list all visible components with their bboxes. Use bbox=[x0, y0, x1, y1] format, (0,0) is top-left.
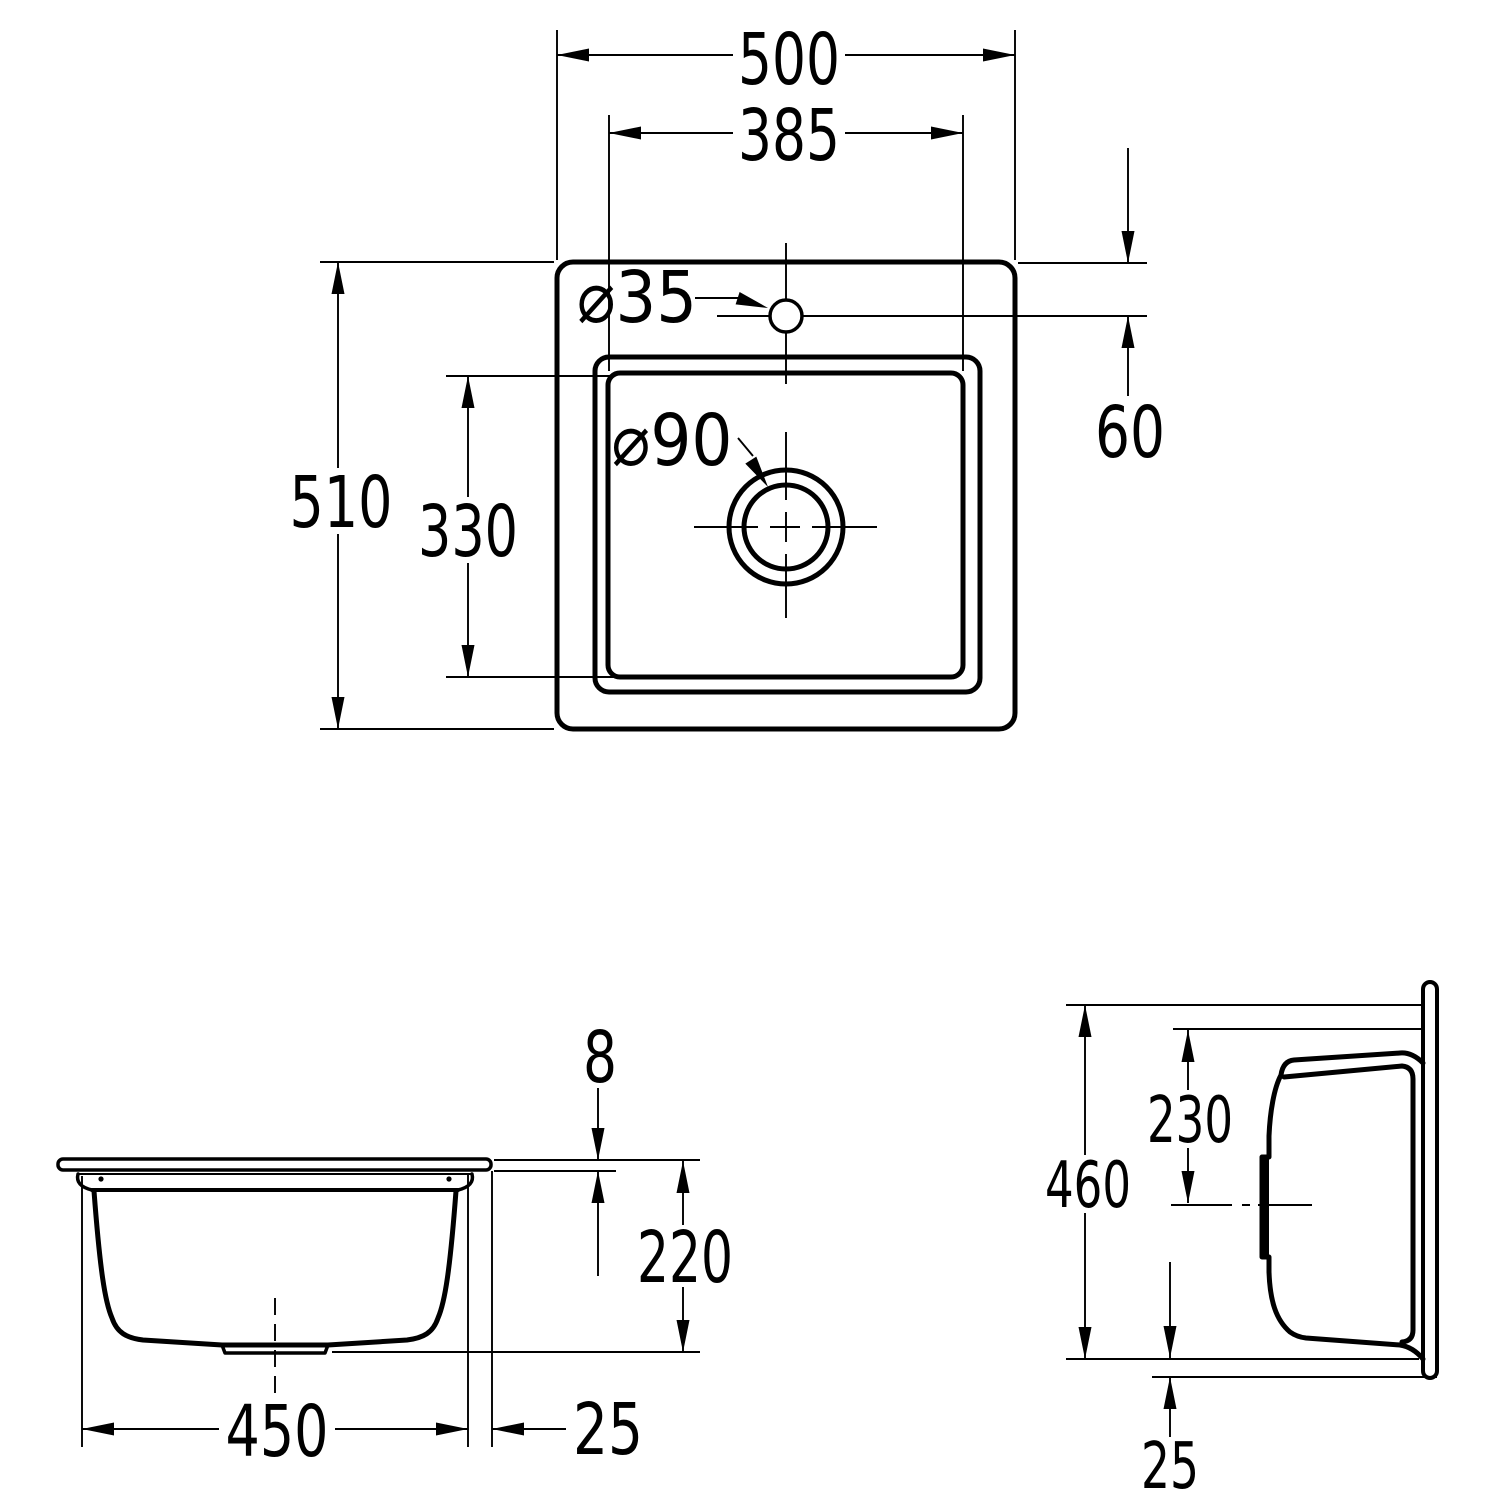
tap-hole bbox=[770, 300, 802, 332]
label-bowl-inner-width: 385 bbox=[738, 94, 840, 177]
arrow-25-side-top bbox=[1164, 1326, 1177, 1358]
label-bowl-depth: 220 bbox=[637, 1216, 733, 1299]
arrow-330-top bbox=[462, 376, 475, 408]
plan-dimension-lines bbox=[338, 55, 1128, 729]
arrow-60-top bbox=[1122, 231, 1135, 263]
leader-line-drain bbox=[738, 438, 753, 456]
arrow-460-top bbox=[1079, 1005, 1092, 1037]
front-view bbox=[58, 1016, 733, 1473]
label-rim-thickness: 8 bbox=[583, 1016, 617, 1099]
arrow-500-right bbox=[983, 49, 1015, 62]
fixing-clip-right bbox=[446, 1176, 451, 1181]
arrow-8-top bbox=[592, 1128, 605, 1160]
side-view bbox=[1045, 982, 1437, 1500]
fixing-clip-left bbox=[98, 1176, 103, 1181]
arrow-220-bottom bbox=[677, 1320, 690, 1352]
arrow-385-left bbox=[609, 127, 641, 140]
arrow-460-bottom bbox=[1079, 1327, 1092, 1359]
arrow-450-right bbox=[436, 1423, 468, 1436]
label-side-drain-offset: 230 bbox=[1147, 1084, 1233, 1158]
arrow-tap-hole-leader bbox=[736, 292, 768, 308]
arrow-450-left bbox=[82, 1423, 114, 1436]
label-rim-overhang: 25 bbox=[573, 1388, 643, 1471]
arrow-8-bottom bbox=[592, 1171, 605, 1203]
label-side-bottom-offset: 25 bbox=[1141, 1430, 1199, 1500]
arrow-25-front bbox=[492, 1423, 524, 1436]
bowl-profile-side bbox=[1262, 1053, 1423, 1359]
sink-outline-front bbox=[58, 1159, 491, 1397]
plan-extension-lines bbox=[320, 30, 1147, 729]
arrow-330-bottom bbox=[462, 645, 475, 677]
arrow-385-right bbox=[931, 127, 963, 140]
rim-return-left bbox=[78, 1174, 92, 1190]
front-dimension-lines bbox=[82, 1088, 683, 1429]
label-bowl-width: 450 bbox=[225, 1390, 329, 1473]
label-bowl-inner-depth: 330 bbox=[418, 490, 518, 573]
arrow-510-top bbox=[332, 262, 345, 294]
side-dimension-labels bbox=[1045, 1084, 1233, 1500]
arrow-500-left bbox=[557, 49, 589, 62]
arrow-25-side-bottom bbox=[1164, 1377, 1177, 1409]
arrow-510-bottom bbox=[332, 697, 345, 729]
arrow-230-bottom bbox=[1182, 1171, 1195, 1203]
label-tap-hole-offset: 60 bbox=[1095, 391, 1165, 474]
bowl-profile-front bbox=[94, 1191, 456, 1345]
arrow-60-bottom bbox=[1122, 316, 1135, 348]
arrow-230-top bbox=[1182, 1030, 1195, 1062]
plan-dimension-labels bbox=[290, 18, 1166, 573]
bowl-inner-line-side bbox=[1284, 1066, 1413, 1342]
rim-profile bbox=[58, 1159, 491, 1170]
front-dimension-labels bbox=[226, 1016, 734, 1473]
plan-view bbox=[290, 18, 1166, 729]
label-overall-width: 500 bbox=[738, 18, 840, 101]
arrow-220-top bbox=[677, 1161, 690, 1193]
label-side-overall-depth: 460 bbox=[1045, 1149, 1131, 1223]
label-drain-diameter: ⌀90 bbox=[611, 399, 733, 482]
rim-profile-side bbox=[1423, 982, 1437, 1378]
label-tap-hole-diameter: ⌀35 bbox=[577, 256, 697, 339]
rim-return-right bbox=[458, 1174, 472, 1190]
sink-outline-side bbox=[1171, 982, 1437, 1378]
label-overall-depth: 510 bbox=[289, 461, 393, 544]
